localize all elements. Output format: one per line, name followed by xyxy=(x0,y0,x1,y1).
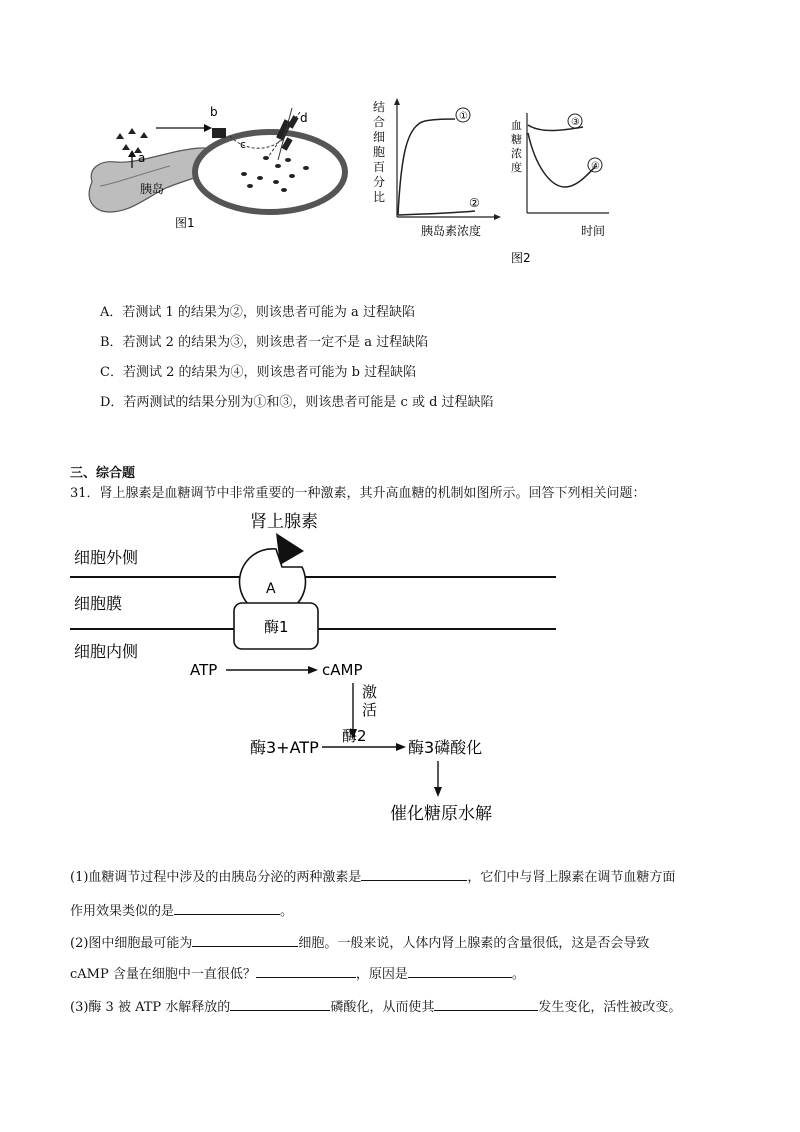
fig2-ylabel-char: 胞 xyxy=(373,145,386,159)
answer-blank[interactable] xyxy=(192,932,298,947)
answer-blank[interactable] xyxy=(434,996,538,1011)
figure-1 xyxy=(70,90,370,240)
membrane-label: 细胞膜 xyxy=(74,594,123,613)
answer-blank[interactable] xyxy=(230,996,330,1011)
enzyme-2-label: 酶2 xyxy=(342,727,367,745)
option-b: B．若测试 2 的结果为③，则该患者一定不是 a 过程缺陷 xyxy=(100,335,429,350)
curve-3-label: ③ xyxy=(571,117,580,128)
fig2-right-xlabel: 时间 xyxy=(581,224,606,238)
camp-label: cAMP xyxy=(322,661,363,679)
receptor-a-label: A xyxy=(266,581,276,597)
sub-question-2-line-1 xyxy=(70,932,649,951)
pancreas-label: 胰岛 xyxy=(140,182,165,196)
fig2-right-ylabel-char: 血 xyxy=(511,119,522,132)
label-b: b xyxy=(210,105,218,119)
sub3-text-b: 磷酸化，从而使其 xyxy=(330,1000,435,1015)
figure-1-caption: 图1 xyxy=(175,216,195,230)
sub1-text-c: 作用效果类似的是 xyxy=(70,904,175,919)
sub2-text-e: 。 xyxy=(511,967,525,982)
label-d: d xyxy=(300,111,308,125)
atp-label: ATP xyxy=(190,661,218,679)
sub-question-1-line-1 xyxy=(70,866,675,885)
sub2-text-b: 细胞。一般来说，人体内肾上腺素的含量很低，这是否会导致 xyxy=(298,936,650,951)
sub2-text-c: cAMP 含量在细胞中一直很低？ xyxy=(70,967,256,982)
sub-question-2-line-2 xyxy=(70,963,525,982)
hormone-dots xyxy=(116,128,148,153)
option-a: A．若测试 1 的结果为②，则该患者可能为 a 过程缺陷 xyxy=(100,305,415,320)
cell-membrane xyxy=(195,132,345,212)
sub3-text-a: (3)酶 3 被 ATP 水解释放的 xyxy=(70,1000,231,1015)
figure-2-caption: 图2 xyxy=(511,251,531,265)
sub-question-3 xyxy=(70,996,681,1015)
section-title: 三、综合题 xyxy=(70,466,136,481)
option-d: D．若两测试的结果分别为①和③，则该患者可能是 c 或 d 过程缺陷 xyxy=(100,395,494,410)
label-c: c xyxy=(240,138,247,151)
fig2-right-ylabel-char: 度 xyxy=(511,161,522,174)
fig2-ylabel-char: 比 xyxy=(373,190,386,204)
answer-blank[interactable] xyxy=(174,900,280,915)
activate-char-2: 活 xyxy=(362,701,378,719)
option-c: C．若测试 2 的结果为④，则该患者可能为 b 过程缺陷 xyxy=(100,365,417,380)
fig2-ylabel-char: 结 xyxy=(373,100,386,114)
fig2-left-xlabel: 胰岛素浓度 xyxy=(421,224,482,238)
sub2-text-a: (2)图中细胞最可能为 xyxy=(70,936,193,951)
fig2-ylabel-char: 分 xyxy=(373,175,386,189)
inside-label: 细胞内侧 xyxy=(74,642,139,661)
enzyme-3-phosphorylated-label: 酶3磷酸化 xyxy=(408,738,483,757)
curve-2-label: ② xyxy=(469,196,480,210)
sub1-text-d: 。 xyxy=(280,904,294,919)
sub3-text-c: 发生变化，活性被改变。 xyxy=(538,1000,682,1015)
fig2-ylabel-char: 细 xyxy=(373,130,386,144)
curve-2 xyxy=(398,211,475,215)
fig2-right-ylabel-char: 浓 xyxy=(511,147,522,160)
activate-char-1: 激 xyxy=(362,683,378,701)
curve-1-label: ① xyxy=(459,111,468,122)
sub2-text-d: ，原因是 xyxy=(355,967,408,982)
sub-question-1-line-2 xyxy=(70,900,293,919)
hormone-label: 肾上腺素 xyxy=(250,512,318,532)
curve-4-label: ④ xyxy=(591,161,600,172)
result-label: 催化糖原水解 xyxy=(390,804,492,824)
label-a: a xyxy=(138,151,146,165)
curve-4 xyxy=(528,133,595,187)
answer-blank[interactable] xyxy=(408,963,512,978)
enzyme-3-atp-label: 酶3+ATP xyxy=(250,738,319,757)
enzyme-1-label: 酶1 xyxy=(264,618,289,636)
answer-blank[interactable] xyxy=(256,963,356,978)
question-31-stem: 31．肾上腺素是血糖调节中非常重要的一种激素，其升高血糖的机制如图所示。回答下列相关问题： xyxy=(70,486,646,501)
curve-1 xyxy=(398,119,455,215)
sub1-text-b: ，它们中与肾上腺素在调节血糖方面 xyxy=(467,870,676,885)
figure-2 xyxy=(365,95,625,270)
fig2-ylabel-char: 合 xyxy=(373,115,386,129)
fig2-right-ylabel-char: 糖 xyxy=(511,133,522,146)
epinephrine-diagram xyxy=(70,505,570,835)
fig2-ylabel-char: 百 xyxy=(373,160,386,174)
outside-label: 细胞外侧 xyxy=(74,548,139,567)
answer-blank[interactable] xyxy=(361,866,467,881)
sub1-text-a: (1)血糖调节过程中涉及的由胰岛分泌的两种激素是 xyxy=(70,870,362,885)
